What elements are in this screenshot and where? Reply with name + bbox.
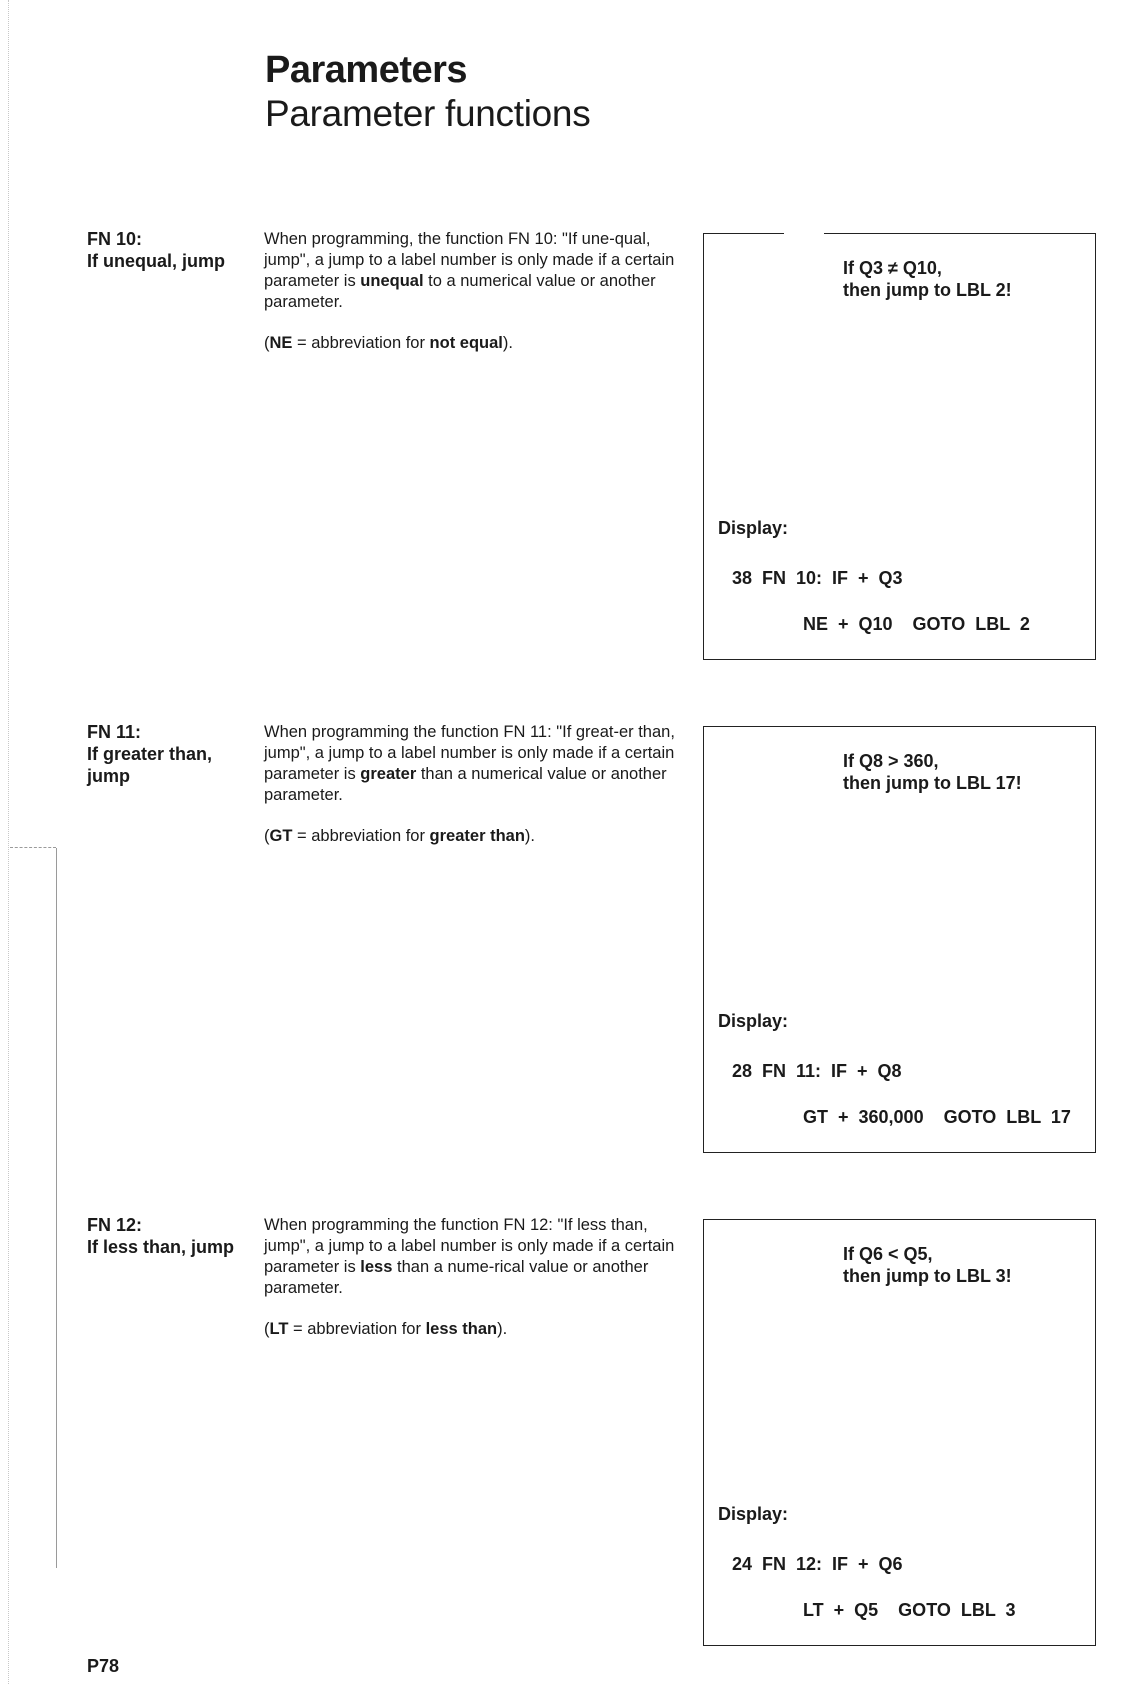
section-label [87,721,257,787]
box-note: If Q3 ≠ Q10, then jump to LBL 2! [843,258,1012,300]
box-note: If Q6 < Q5, then jump to LBL 3! [843,1244,1012,1286]
label-line: If greater than, [87,744,213,764]
description-paragraph: When programming the function FN 11: "If great-er than, jump", a jump to a label number is only made if a certain parameter is greater than a numerical value or another parameter. [264,723,675,804]
margin-dash-mark [10,847,56,848]
abbreviation-note: (NE = abbreviation for not equal). [264,334,513,352]
display-line: NE + Q10 GOTO LBL 2 [803,614,1030,634]
label-line: FN 12: [87,1215,143,1235]
box-note: If Q8 > 360, then jump to LBL 17! [843,751,1022,793]
section-label [87,1214,257,1258]
page-number: P78 [87,1656,120,1676]
margin-punch-dots [8,0,9,1684]
label-line: If unequal, jump [87,251,225,271]
label-line: If less than, jump [87,1237,235,1257]
section-label [87,228,257,272]
abbreviation-note: (LT = abbreviation for less than). [264,1320,508,1338]
display-box [703,726,1096,1153]
label-line: jump [87,766,130,786]
page-subtitle: Parameter functions [265,93,591,134]
abbreviation-note: (GT = abbreviation for greater than). [264,827,535,845]
description-paragraph: When programming the function FN 12: "If less than, jump", a jump to a label number is only made if a certain parameter is less than a nume-rical value or another parameter. [264,1216,675,1297]
section-description [264,1215,679,1340]
display-line: 24 FN 12: IF + Q6 [732,1554,903,1574]
page-title: Parameters [265,49,468,91]
section-description [264,722,679,847]
label-line: FN 11: [87,722,142,742]
display-line: GT + 360,000 GOTO LBL 17 [803,1107,1071,1127]
display-line: 38 FN 10: IF + Q3 [732,568,903,588]
display-box [703,1219,1096,1646]
display-line: 28 FN 11: IF + Q8 [732,1061,902,1081]
display-label: Display: [718,518,789,538]
description-paragraph: When programming, the function FN 10: "If une-qual, jump", a jump to a label number is only made if a certain parameter is unequal to a numerical value or another parameter. [264,230,675,311]
display-label: Display: [718,1504,789,1524]
label-line: FN 10: [87,229,143,249]
display-box [703,233,1096,660]
display-line: LT + Q5 GOTO LBL 3 [803,1600,1016,1620]
margin-bar [56,848,57,1568]
display-label: Display: [718,1011,789,1031]
section-description [264,229,679,354]
